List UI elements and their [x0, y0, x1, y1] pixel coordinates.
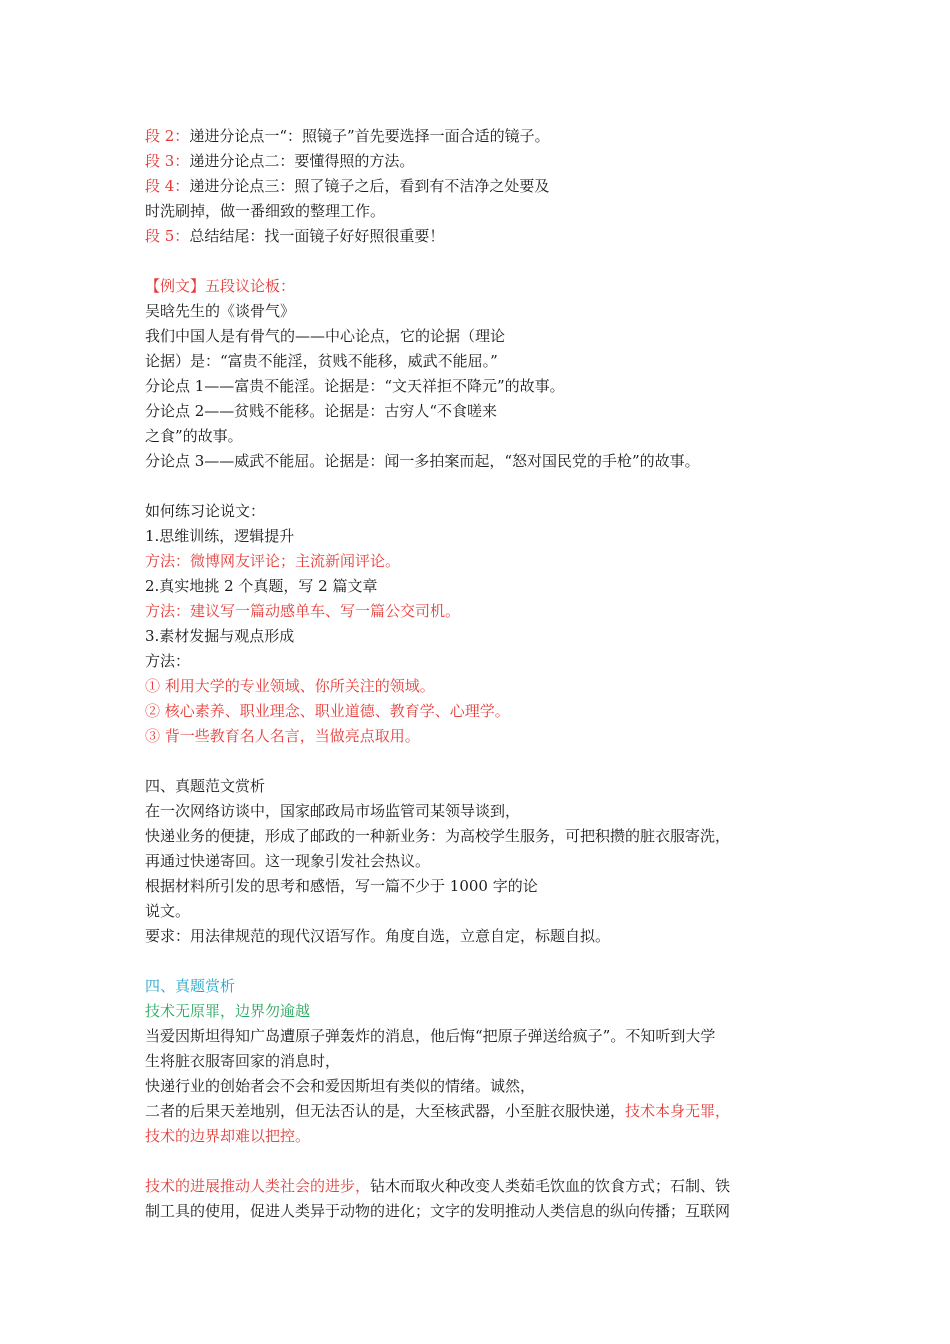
outline-text: 递进分论点三：照了镜子之后，看到有不洁净之处要及 [189, 177, 550, 195]
paragraph-gap [145, 249, 805, 274]
practice-method-label: 方法： [145, 652, 191, 670]
practice-method: 方法：微博网友评论；主流新闻评论。 [145, 552, 401, 570]
exam-line: 快递业务的便捷，形成了邮政的一种新业务：为高校学生服务，可把积攒的脏衣服寄洗， [145, 827, 731, 845]
example-line: 吴晗先生的《谈骨气》 [145, 302, 296, 320]
essay-text: 钻木而取火种改变人类茹毛饮血的饮食方式；石制、铁 [370, 1177, 731, 1195]
paragraph-gap [145, 749, 805, 774]
essay-line [145, 1099, 805, 1124]
practice-item: 2.真实地挑 2 个真题，写 2 篇文章 [145, 577, 378, 595]
outline-line-3 [145, 149, 805, 174]
practice-item: 3.素材发掘与观点形成 [145, 627, 295, 645]
example-line: 分论点 3——威武不能屈。论据是：闻一多拍案而起，“怒对国民党的手枪”的故事。 [145, 452, 700, 470]
exam-line: 再通过快递寄回。这一现象引发社会热议。 [145, 852, 431, 870]
essay-highlight: 技术本身无罪， [625, 1102, 731, 1120]
outline-label: 段 5： [145, 227, 190, 245]
practice-item: 1.思维训练，逻辑提升 [145, 527, 295, 545]
example-line: 分论点 1——富贵不能淫。论据是：“文天祥拒不降元”的故事。 [145, 377, 565, 395]
essay-line: 制工具的使用，促进人类异于动物的进化；文字的发明推动人类信息的纵向传播；互联网 [145, 1202, 731, 1220]
outline-label: 段 4： [145, 177, 190, 195]
example-line: 分论点 2——贫贱不能移。论据是：古穷人“不食嗟来 [145, 402, 497, 420]
outline-line-2 [145, 124, 805, 149]
example-line: 论据）是：“富贵不能淫，贫贱不能移，威武不能屈。” [145, 352, 498, 370]
essay-highlight-line: 技术的边界却难以把控。 [145, 1127, 311, 1145]
document-page [145, 124, 805, 1224]
analysis-heading: 四、真题赏析 [145, 977, 236, 995]
practice-heading: 如何练习论说文： [145, 502, 266, 520]
exam-line: 说文。 [145, 902, 191, 920]
outline-text: 递进分论点一“：照镜子”首先要选择一面合适的镜子。 [189, 127, 550, 145]
outline-text: 总结结尾：找一面镜子好好照很重要！ [189, 227, 445, 245]
example-line: 之食”的故事。 [145, 427, 243, 445]
essay-title: 技术无原罪，边界勿逾越 [145, 1002, 311, 1020]
practice-method-list-item: ② 核心素养、职业理念、职业道德、教育学、心理学。 [145, 702, 510, 720]
practice-method-list-item: ③ 背一些教育名人名言，当做亮点取用。 [145, 727, 420, 745]
practice-method-list-item: ① 利用大学的专业领域、你所关注的领域。 [145, 677, 435, 695]
outline-label: 段 3： [145, 152, 190, 170]
essay-line [145, 1174, 805, 1199]
essay-line: 当爱因斯坦得知广岛遭原子弹轰炸的消息，他后悔“把原子弹送给疯子”。不知听到大学 [145, 1027, 716, 1045]
outline-line-5 [145, 224, 805, 249]
outline-line-4-continued: 时洗刷掉，做一番细致的整理工作。 [145, 202, 386, 220]
outline-label: 段 2： [145, 127, 190, 145]
exam-line: 要求：用法律规范的现代汉语写作。角度自选，立意自定，标题自拟。 [145, 927, 611, 945]
practice-method: 方法：建议写一篇动感单车、写一篇公交司机。 [145, 602, 461, 620]
paragraph-gap [145, 1149, 805, 1174]
exam-heading: 四、真题范文赏析 [145, 777, 266, 795]
essay-highlight: 技术的进展推动人类社会的进步， [145, 1177, 371, 1195]
outline-text: 递进分论点二：要懂得照的方法。 [189, 152, 415, 170]
exam-line: 在一次网络访谈中，国家邮政局市场监管司某领导谈到， [145, 802, 521, 820]
example-heading: 【例文】五段议论板： [145, 277, 296, 295]
paragraph-gap [145, 949, 805, 974]
essay-text: 二者的后果天差地别，但无法否认的是，大至核武器，小至脏衣服快递， [145, 1102, 626, 1120]
essay-line: 生将脏衣服寄回家的消息时， [145, 1052, 341, 1070]
example-line: 我们中国人是有骨气的——中心论点，它的论据（理论 [145, 327, 506, 345]
paragraph-gap [145, 474, 805, 499]
exam-line: 根据材料所引发的思考和感悟，写一篇不少于 1000 字的论 [145, 877, 538, 895]
outline-line-4 [145, 174, 805, 199]
essay-line: 快递行业的创始者会不会和爱因斯坦有类似的情绪。诚然， [145, 1077, 536, 1095]
